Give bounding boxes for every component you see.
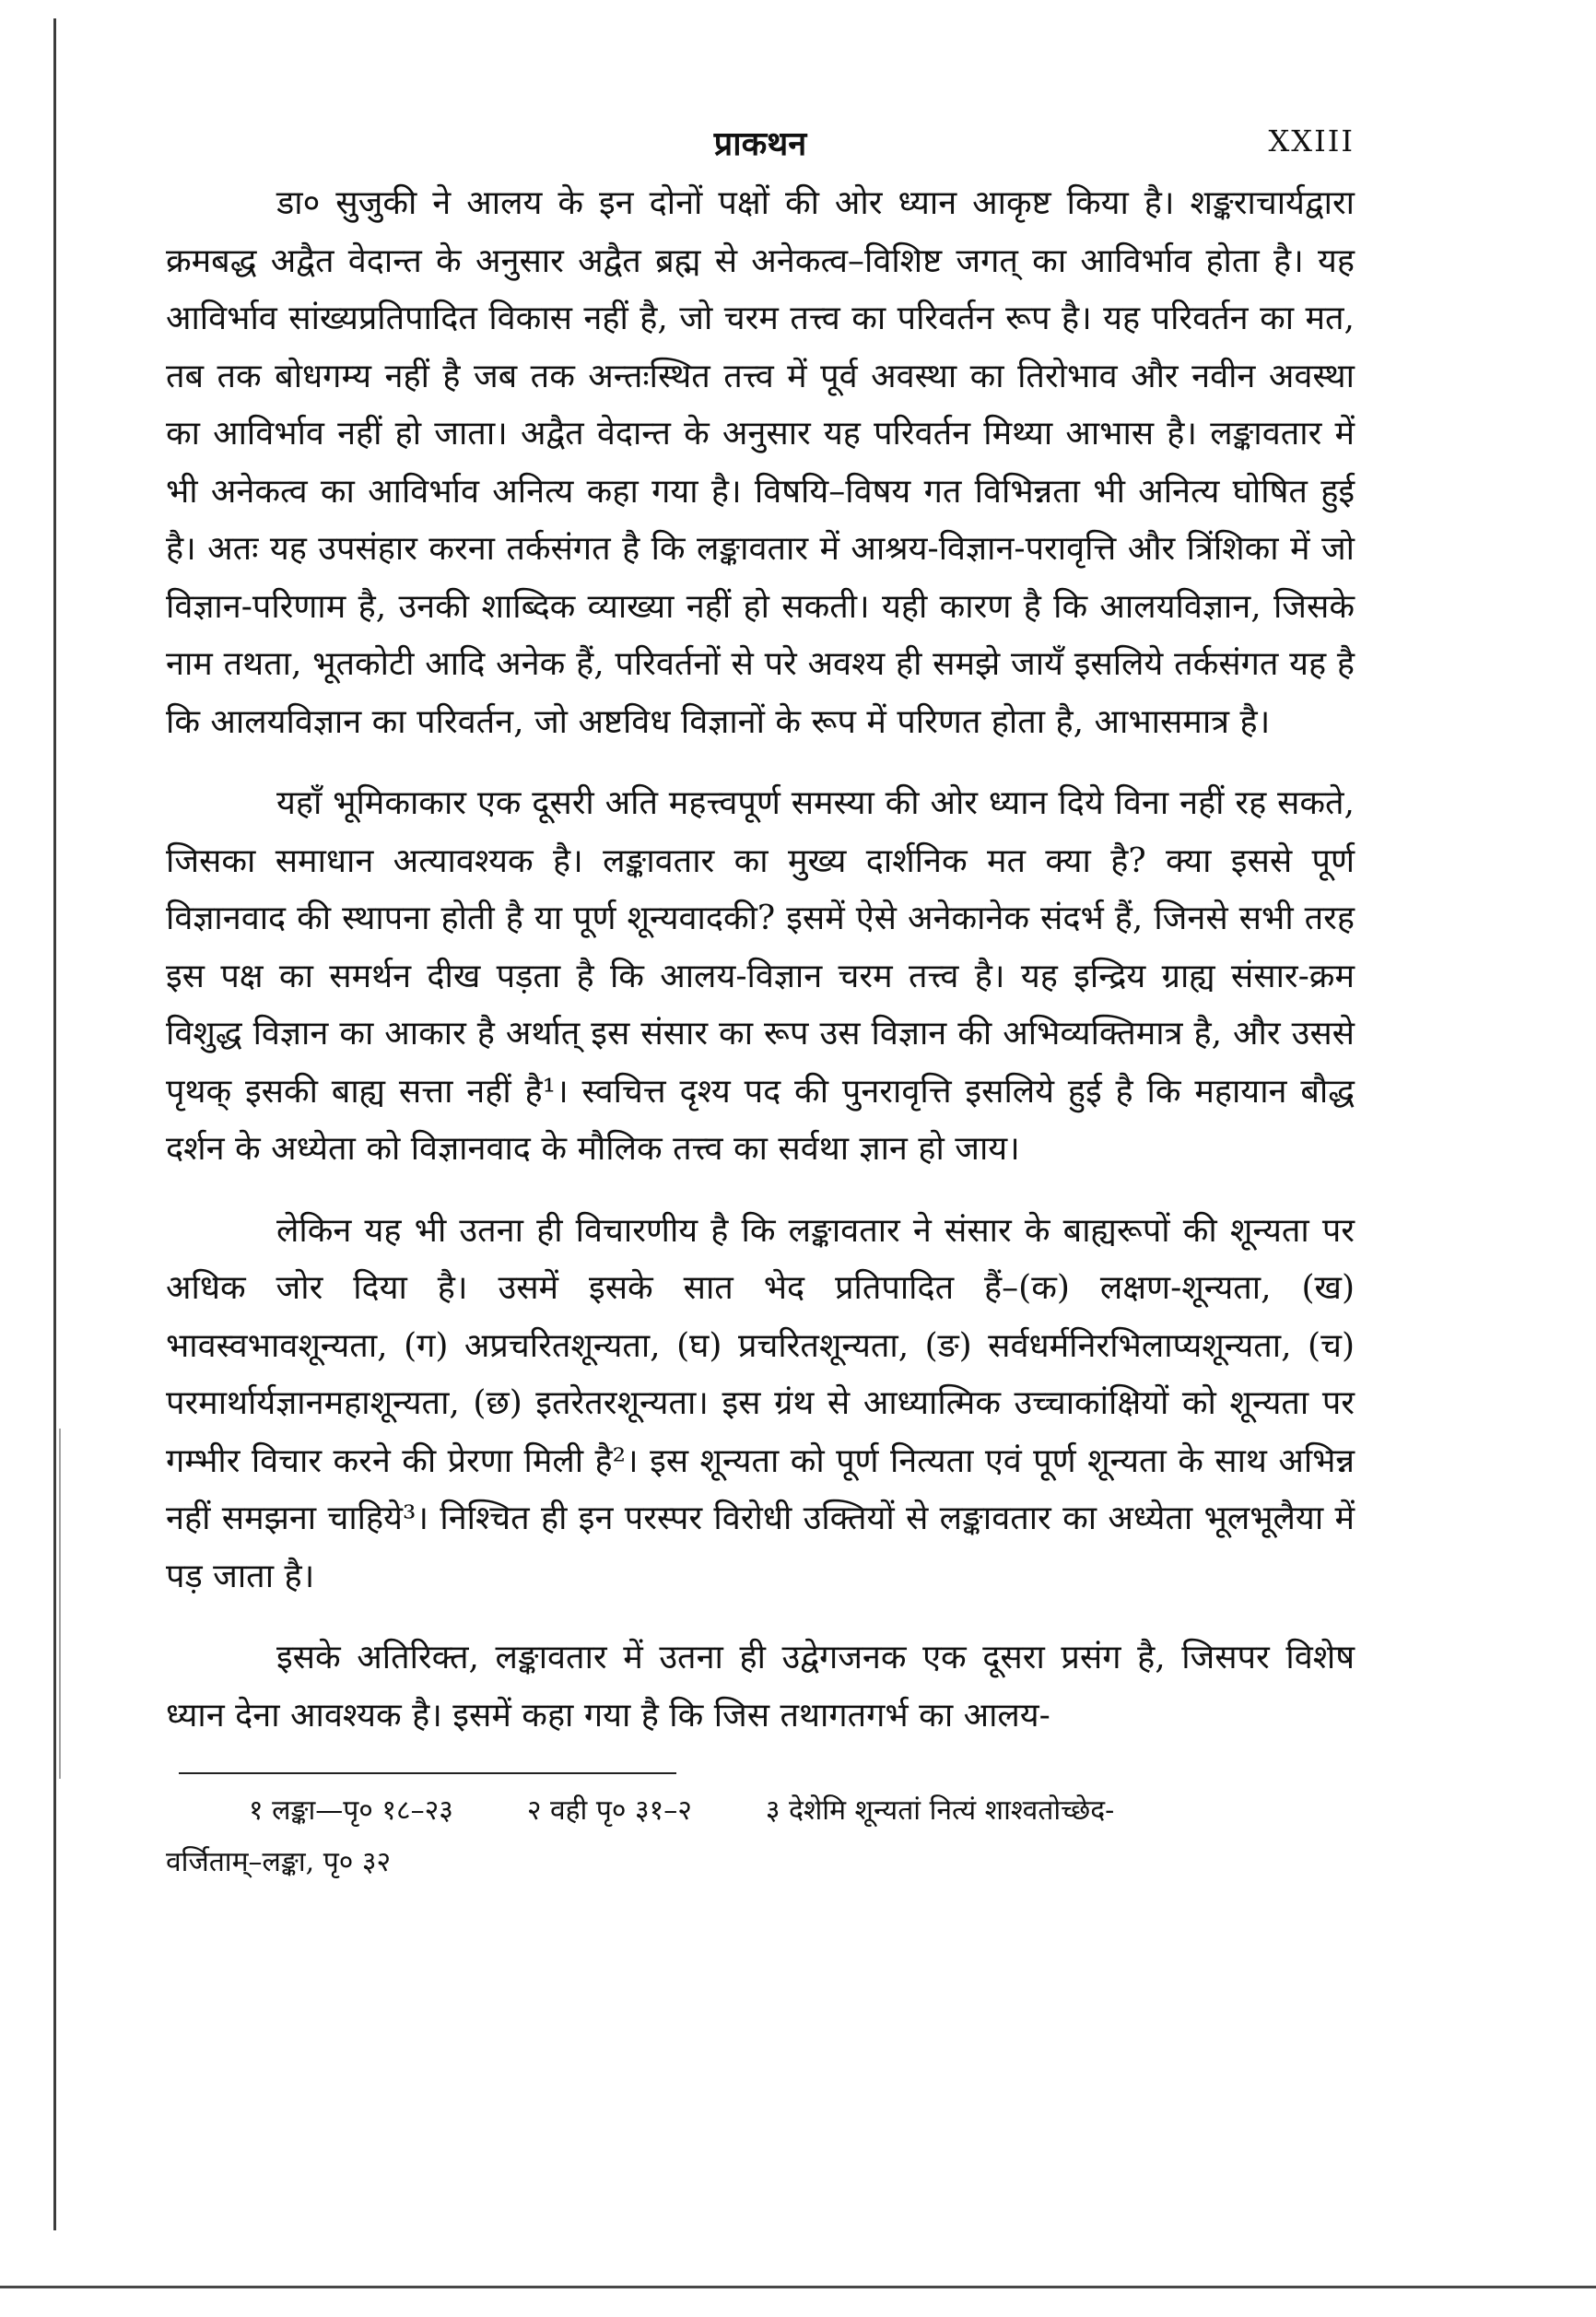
paragraph-2: यहाँ भूमिकाकार एक दूसरी अति महत्त्वपूर्ण समस्या की ओर ध्यान दिये विना नहीं रह सकते, जिसका समाधान अत्यावश्यक है। लङ्कावतार का मुख्य दार्शनिक मत क्या है? क्या इससे पूर्ण विज्ञानवाद की स्थापना होती है या पूर्ण शून्यवादकी? इसमें ऐसे अनेकानेक संदर्भ हैं, जिनसे सभी तरह इस पक्ष का समर्थन दीख पड़ता है कि आलय-विज्ञान चरम तत्त्व है। यह इन्द्रिय ग्राह्य संसार-क्रम विशुद्ध विज्ञान का आकार है अर्थात् इस संसार का रूप उस विज्ञान की अभिव्यक्तिमात्र है, और उससे पृथक् इसकी बाह्य सत्ता नहीं है¹। स्वचित्त दृश्य पद की पुनरावृत्ति इसलिये हुई है कि महायान बौद्ध दर्शन के अध्येता को विज्ञानवाद के मौलिक तत्त्व का सर्वथा ज्ञान हो जाय। — [166, 784, 1355, 1168]
footnote-divider — [179, 1772, 676, 1774]
page-title: प्राकथन — [713, 124, 807, 163]
footnote-2: २ वही पृ० ३१–२ — [526, 1794, 692, 1827]
footnote-1: १ लङ्का—पृ० १८–२३ — [249, 1794, 453, 1827]
footnote-3: ३ देशेमि शून्यतां नित्यं शाश्वतोच्छेद- — [765, 1794, 1115, 1827]
footnotes — [166, 1785, 1355, 1888]
scan-margin-line — [53, 18, 56, 2230]
page-number: XXIII — [1268, 123, 1355, 159]
footnote-line-1 — [166, 1785, 1355, 1837]
scan-bottom-line — [0, 2286, 1596, 2288]
book-page — [166, 120, 1355, 1888]
scan-margin-mark — [59, 1429, 61, 1779]
paragraph-1: डा० सुजुकी ने आलय के इन दोनों पक्षों की ओर ध्यान आकृष्ट किया है। शङ्कराचार्यद्वारा क्रमबद्ध अद्वैत वेदान्त के अनुसार अद्वैत ब्रह्म से अनेकत्व–विशिष्ट जगत् का आविर्भाव होता है। यह आविर्भाव सांख्यप्रतिपादित विकास नहीं है, जो चरम तत्त्व का परिवर्तन रूप है। यह परिवर्तन का मत, तब तक बोधगम्य नहीं है जब तक अन्तःस्थित तत्त्व में पूर्व अवस्था का तिरोभाव और नवीन अवस्था का आविर्भाव नहीं हो जाता। अद्वैत वेदान्त के अनुसार यह परिवर्तन मिथ्या आभास है। लङ्कावतार में भी अनेकत्व का आविर्भाव अनित्य कहा गया है। विषयि–विषय गत विभिन्नता भी अनित्य घोषित हुई है। अतः यह उपसंहार करना तर्कसंगत है कि लङ्कावतार में आश्रय-विज्ञान-परावृत्ति और त्रिंशिका में जो विज्ञान-परिणाम है, उनकी शाब्दिक व्याख्या नहीं हो सकती। यही कारण है कि आलयविज्ञान, जिसके नाम तथता, भूतकोटी आदि अनेक हैं, परिवर्तनों से परे अवश्य ही समझे जायँ इसलिये तर्कसंगत यह है कि आलयविज्ञान का परिवर्तन, जो अष्टविध विज्ञानों के रूप में परिणत होता है, आभासमात्र है। — [166, 184, 1355, 741]
paragraph-3: लेकिन यह भी उतना ही विचारणीय है कि लङ्कावतार ने संसार के बाह्यरूपों की शून्यता पर अधिक जोर दिया है। उसमें इसके सात भेद प्रतिपादित हैं–(क) लक्षण-शून्यता, (ख) भावस्वभावशून्यता, (ग) अप्रचरितशून्यता, (घ) प्रचरितशून्यता, (ङ) सर्वधर्मनिरभिलाप्यशून्यता, (च) परमार्थार्यज्ञानमहाशून्यता, (छ) इतरेतरशून्यता। इस ग्रंथ से आध्यात्मिक उच्चाकांक्षियों को शून्यता पर गम्भीर विचार करने की प्रेरणा मिली है²। इस शून्यता को पूर्ण नित्यता एवं पूर्ण शून्यता के साथ अभिन्न नहीं समझना चाहिये³। निश्चित ही इन परस्पर विरोधी उक्तियों से लङ्कावतार का अध्येता भूलभूलैया में पड़ जाता है। — [166, 1211, 1355, 1595]
footnote-3-continuation: वर्जिताम्–लङ्का, पृ० ३२ — [166, 1846, 392, 1878]
paragraph-4: इसके अतिरिक्त, लङ्कावतार में उतना ही उद्वेगजनक एक दूसरा प्रसंग है, जिसपर विशेष ध्यान देना आवश्यक है। इसमें कहा गया है कि जिस तथागतगर्भ का आलय- — [166, 1639, 1355, 1735]
running-head — [166, 120, 1355, 175]
